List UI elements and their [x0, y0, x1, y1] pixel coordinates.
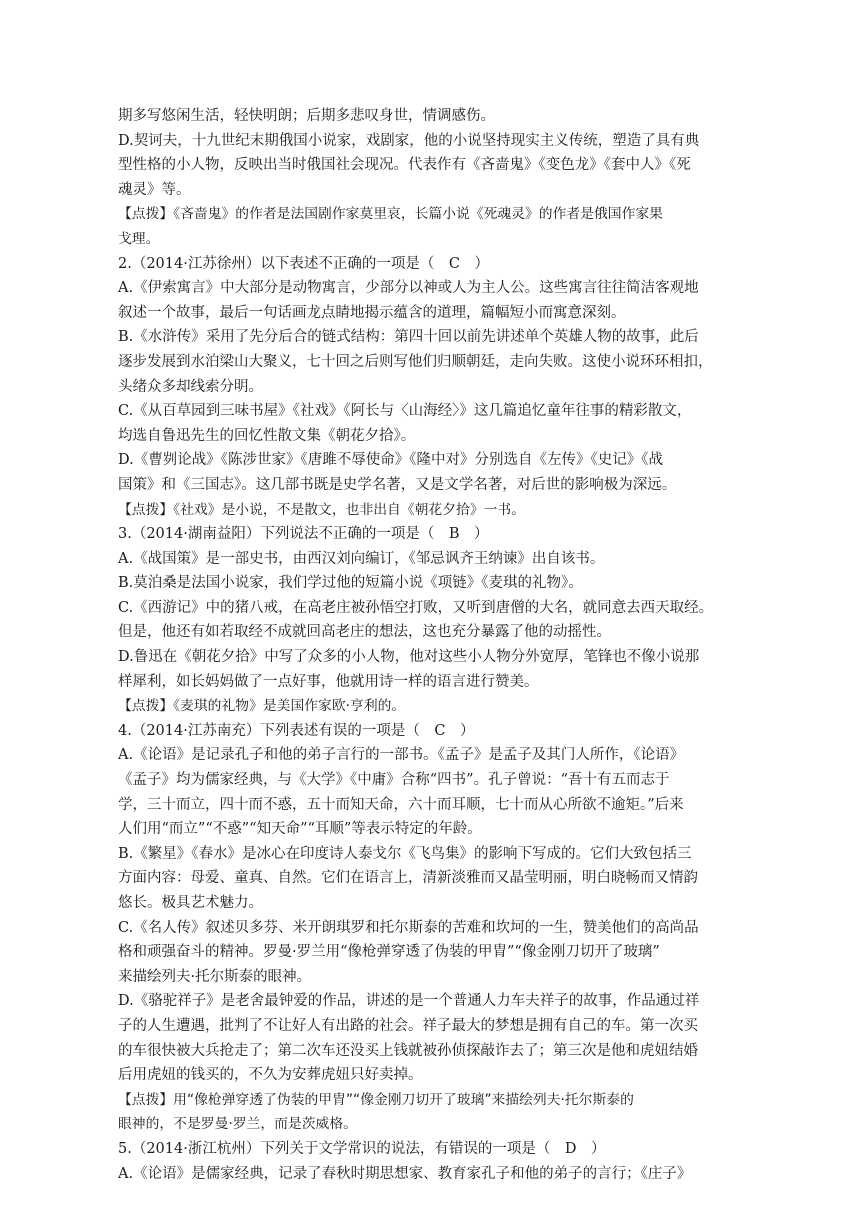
text-line: C.《从百草园到三味书屋》《社戏》《阿长与〈山海经〉》这几篇追忆童年往事的精彩散文，	[118, 403, 692, 420]
text-line: 3.（2014·湖南益阳）下列说法不正确的一项是（ B ）	[118, 526, 489, 543]
text-line: 2.（2014·江苏徐州）以下表述不正确的一项是（ C ）	[118, 255, 489, 272]
text-line: 4.（2014·江苏南充）下列表述有误的一项是（ C ）	[118, 722, 475, 739]
text-line: A.《伊索寓言》中大部分是动物寓言，少部分以神或人为主人公。这些寓言往往简洁客观地	[118, 280, 699, 297]
text-line: D.鲁迅在《朝花夕拾》中写了众多的小人物，他对这些小人物分外宽厚，笔锋也不像小说那	[118, 649, 700, 666]
text-line: 人们用“而立”“不惑”“知天命”“耳顺”等表示特定的年龄。	[118, 821, 482, 838]
text-line: D.《曹刿论战》《陈涉世家》《唐雎不辱使命》《隆中对》分别选自《左传》《史记》《战	[118, 452, 663, 469]
hint-line: 戈理。	[118, 230, 160, 247]
text-line: 国策》和《三国志》。这几部书既是史学名著，又是文学名著，对后世的影响极为深远。	[118, 476, 677, 493]
hint-line: 【点拨】用“像枪弹穿透了伪装的甲胄”“像金刚刀切开了玻璃”来描绘列夫·托尔斯泰的	[118, 1091, 634, 1108]
text-line: 格和顽强奋斗的精神。罗曼·罗兰用“像枪弹穿透了伪装的甲胄”“像金刚刀切开了玻璃”	[118, 944, 660, 961]
text-line: B.《繁星》《春水》是冰心在印度诗人泰戈尔《飞鸟集》的影响下写成的。它们大致包括三	[118, 845, 692, 862]
text-line: C.《名人传》叙述贝多芬、米开朗琪罗和托尔斯泰的苦难和坎坷的一生，赞美他们的高尚品	[118, 919, 699, 936]
hint-line: 【点拨】《社戏》是小说，不是散文，也非出自《朝花夕拾》一书。	[118, 501, 526, 518]
text-line: 子的人生遭遇，批判了不让好人有出路的社会。祥子最大的梦想是拥有自己的车。第一次买	[118, 1017, 698, 1034]
text-line: 方面内容：母爱、童真、自然。它们在语言上，清新淡雅而又晶莹明丽，明白晓畅而又情韵	[118, 870, 698, 887]
hint-line: 【点拨】《麦琪的礼物》是美国作家欧·亨利的。	[118, 698, 406, 715]
hint-line: 【点拨】《吝啬鬼》的作者是法国剧作家莫里哀，长篇小说《死魂灵》的作者是俄国作家果	[118, 206, 663, 223]
text-line: 样犀利，如长妈妈做了一点好事，他就用诗一样的语言进行赞美。	[118, 673, 539, 690]
text-line: 均选自鲁迅先生的回忆性散文集《朝花夕拾》。	[118, 427, 416, 444]
text-line: D.《骆驼祥子》是老舍最钟爱的作品，讲述的是一个普通人力车夫祥子的故事，作品通过祥	[118, 993, 700, 1010]
text-line: 头绪众多却线索分明。	[118, 378, 263, 395]
text-line: 魂灵》等。	[118, 181, 191, 198]
text-line: 期多写悠闲生活，轻快明朗；后期多悲叹身世，情调感伤。	[118, 108, 495, 124]
text-line: 逐步发展到水泊梁山大聚义，七十回之后则写他们归顺朝廷，走向失败。这使小说环环相扣，	[118, 353, 713, 370]
text-line: 5.（2014·浙江杭州）下列关于文学常识的说法，有错误的一项是（ D ）	[118, 1140, 606, 1157]
text-line: 型性格的小人物，反映出当时俄国社会现况。代表作有《吝啬鬼》《变色龙》《套中人》《死	[118, 157, 691, 174]
text-line: C.《西游记》中的猪八戒，在高老庄被孙悟空打败，又听到唐僧的大名，就同意去西天取经。	[118, 599, 714, 616]
text-line: B.《水浒传》采用了先分后合的链式结构：第四十回以前先讲述单个英雄人物的故事，此后	[118, 329, 699, 346]
text-line: A.《战国策》是一部史书，由西汉刘向编订，《邹忌讽齐王纳谏》出自该书。	[118, 550, 605, 567]
text-line: 悠长。极具艺术魅力。	[118, 895, 263, 911]
text-line: 的车很快被大兵抢走了；第二次车还没买上钱就被孙侦探敲诈去了；第三次是他和虎妞结婚	[118, 1042, 698, 1059]
text-line: A.《论语》是儒家经典，记录了春秋时期思想家、教育家孔子和他的弟子的言行；《庄子》	[118, 1165, 692, 1182]
text-line: 后用虎妞的钱买的，不久为安葬虎妞只好卖掉。	[118, 1067, 423, 1084]
text-line: 但是，他还有如若取经不成就回高老庄的想法，这也充分暴露了他的动摇性。	[118, 624, 611, 641]
text-line: D.契诃夫，十九世纪末期俄国小说家，戏剧家，他的小说坚持现实主义传统，塑造了具有典	[118, 132, 700, 149]
text-line: 学，三十而立，四十而不惑，五十而知天命，六十而耳顺，七十而从心所欲不逾矩。”后来	[118, 796, 684, 813]
text-line: B.莫泊桑是法国小说家，我们学过他的短篇小说《项链》《麦琪的礼物》。	[118, 575, 583, 592]
text-line: 叙述一个故事，最后一句话画龙点睛地揭示蕴含的道理，篇幅短小而寓意深刻。	[118, 304, 626, 321]
text-line: 《孟子》均为儒家经典，与《大学》《中庸》合称“四书”。孔子曾说：“吾十有五而志于	[118, 772, 670, 789]
text-line: A.《论语》是记录孔子和他的弟子言行的一部书。《孟子》是孟子及其门人所作，《论语》	[118, 747, 685, 764]
hint-line: 眼神的，不是罗曼·罗兰，而是茨威格。	[118, 1116, 357, 1133]
text-line: 来描绘列夫·托尔斯泰的眼神。	[118, 968, 312, 985]
